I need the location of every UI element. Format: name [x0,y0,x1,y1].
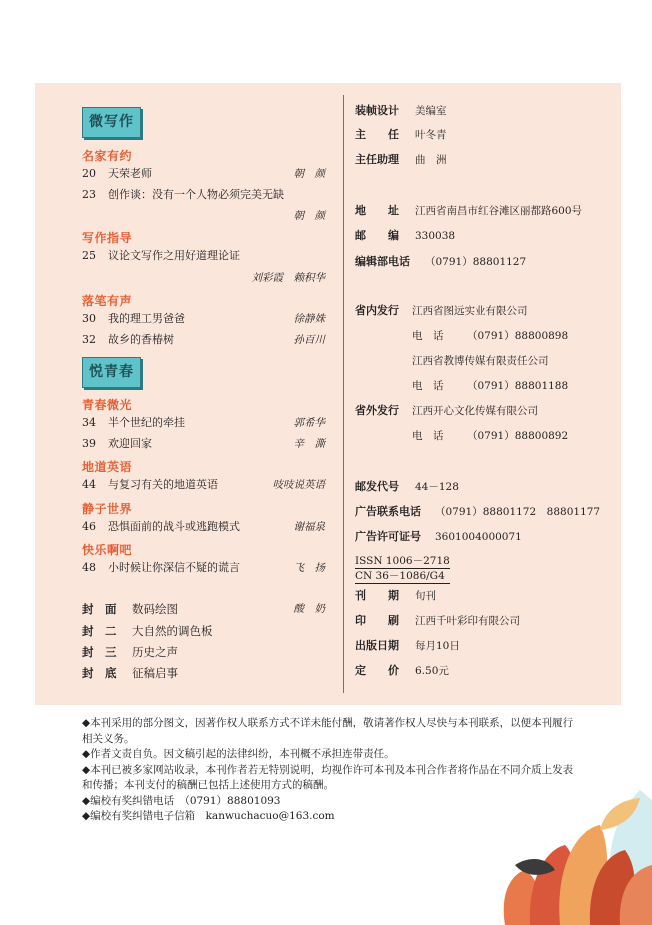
article-title: 故乡的香椿树 [108,333,174,346]
cover-author: 酸 奶 [293,603,325,615]
article-author: 飞 扬 [293,562,325,574]
info-label: 电 话 [412,380,444,392]
article-title: 议论文写作之用好道理论证 [108,249,240,262]
toc-item[interactable] [82,560,325,576]
note-line: ◆编校有奖纠错电话 （0791）88801093 [82,794,281,807]
cover-label: 封 底 [82,666,117,680]
info-value: 叶冬青 [415,129,447,141]
info-label: 定 价 [355,664,399,677]
cover-value: 征稿启事 [132,666,178,680]
article-author: 刘彩霞 赖积华 [251,272,325,284]
section-banner-weixiezuo: 微写作 [82,107,141,138]
info-label: 刊 期 [355,589,399,602]
cover-label: 封 二 [82,624,117,638]
info-label: 主 任 [355,128,399,141]
article-author: 吱吱说英语 [272,479,325,491]
toc-item[interactable] [82,166,325,182]
article-author: 徐静姝 [293,313,325,325]
article-title: 半个世纪的牵挂 [108,416,185,429]
info-label: 省外发行 [355,404,399,417]
toc-item[interactable] [82,187,325,203]
cover-value: 数码绘图 [132,602,178,616]
info-value: 美编室 [415,105,447,117]
subsection-title: 名家有约 [82,149,133,163]
info-value: 330038 [415,230,456,242]
cover-row [82,644,325,660]
subsection-title: 落笔有声 [82,294,133,308]
info-value: 曲 洲 [415,154,447,166]
subsection-title: 地道英语 [82,460,133,474]
info-value: （0791）88801188 [467,380,569,392]
page-number: 39 [82,437,96,450]
page-number: 32 [82,333,96,346]
info-label: 主任助理 [355,153,399,166]
info-label: 装帧设计 [355,104,399,117]
article-title: 小时候让你深信不疑的谎言 [108,561,240,574]
info-label: 省内发行 [355,304,399,317]
cover-row [82,665,325,681]
article-author: 孙百川 [293,334,325,346]
info-value: 3601004000071 [435,531,522,543]
info-value: 江西千叶彩印有限公司 [415,615,520,627]
cover-value: 大自然的调色板 [132,624,213,638]
cover-row [82,623,325,639]
article-author: 辛 澌 [293,438,325,450]
info-label: 编辑部电话 [355,255,410,268]
page-number: 44 [82,478,96,491]
info-label: 地 址 [355,204,399,217]
cn-number: CN 36－1086/G4 [355,569,450,584]
issn-number: ISSN 1006－2718 [355,555,450,567]
page-number: 46 [82,520,96,533]
subsection-title: 青春微光 [82,398,133,412]
article-author: 朝 颜 [293,210,325,222]
cover-value: 历史之声 [132,645,178,659]
info-label: 广告许可证号 [355,530,421,543]
toc-item[interactable] [82,415,325,431]
note-line: ◆作者文责自负。因文稿引起的法律纠纷，本刊概不承担连带责任。 [82,748,395,760]
note-line: ◆本刊已被多家网站收录，本刊作者若无特别说明，均视作许可本刊及本刊合作者将作品在不同介质上发表和传播；本刊支付的稿酬已包括上述使用方式的稿酬。 [82,763,574,791]
toc-item[interactable] [82,311,325,327]
info-value: （0791）88800892 [467,430,569,442]
article-author: 郭希华 [293,417,325,429]
article-title: 创作谈：没有一个人物必须完美无缺 [108,188,284,201]
notes-block [82,716,582,825]
subsection-title: 静子世界 [82,502,133,516]
page-number: 30 [82,312,96,325]
issn-block [355,554,450,584]
toc-item[interactable] [82,332,325,348]
info-value: （0791）88801172 88801177 [435,506,601,518]
info-label: 印 刷 [355,614,399,627]
info-value: （0791）88800898 [467,330,569,342]
page-number: 48 [82,561,96,574]
page-number: 23 [82,188,96,201]
cover-row [82,601,325,617]
subsection-title: 写作指导 [82,231,133,245]
info-label: 邮发代号 [355,480,399,493]
note-line: ◆编校有奖纠错电子信箱 kanwuchacuo@163.com [82,810,335,822]
info-label: 广告联系电话 [355,505,421,518]
info-label: 出版日期 [355,639,399,652]
info-value: 江西省南昌市红谷滩区丽都路600号 [415,205,583,217]
toc-item[interactable] [82,248,325,264]
note-line: ◆本刊采用的部分图文，因著作权人联系方式不详未能付酬，敬请著作权人尽快与本刊联系，以便本刊履行相关义务。 [82,717,574,745]
info-value: 江西省教博传媒有限责任公司 [412,355,549,367]
info-label: 电 话 [412,330,444,342]
toc-item[interactable] [82,519,325,535]
article-author: 朝 颜 [293,168,325,180]
article-title: 欢迎回家 [108,437,152,450]
info-label: 电 话 [412,430,444,442]
article-title: 与复习有关的地道英语 [108,478,218,491]
cover-label: 封 三 [82,645,117,659]
subsection-title: 快乐啊吧 [82,543,133,557]
article-title: 天荣老师 [108,167,152,180]
page-number: 20 [82,167,96,180]
info-value: 江西开心文化传媒有限公司 [412,405,538,417]
toc-item[interactable] [82,477,325,493]
info-value: 江西省图远实业有限公司 [412,305,528,317]
info-value: 每月10日 [415,640,460,652]
article-author: 谢福泉 [293,521,325,533]
column-divider [343,95,344,693]
article-title: 恐惧面前的战斗或逃跑模式 [108,520,240,533]
info-value: 旬刊 [415,590,436,602]
info-value: 44－128 [415,481,459,493]
page-number: 25 [82,249,96,262]
cover-label: 封 面 [82,602,117,616]
info-value: （0791）88801127 [425,256,527,268]
info-value: 6.50元 [415,665,449,677]
toc-item[interactable] [82,436,325,452]
page-number: 34 [82,416,96,429]
info-label: 邮 编 [355,229,399,242]
article-title: 我的理工男爸爸 [108,312,185,325]
section-banner-yueqingchun: 悦青春 [82,357,141,388]
